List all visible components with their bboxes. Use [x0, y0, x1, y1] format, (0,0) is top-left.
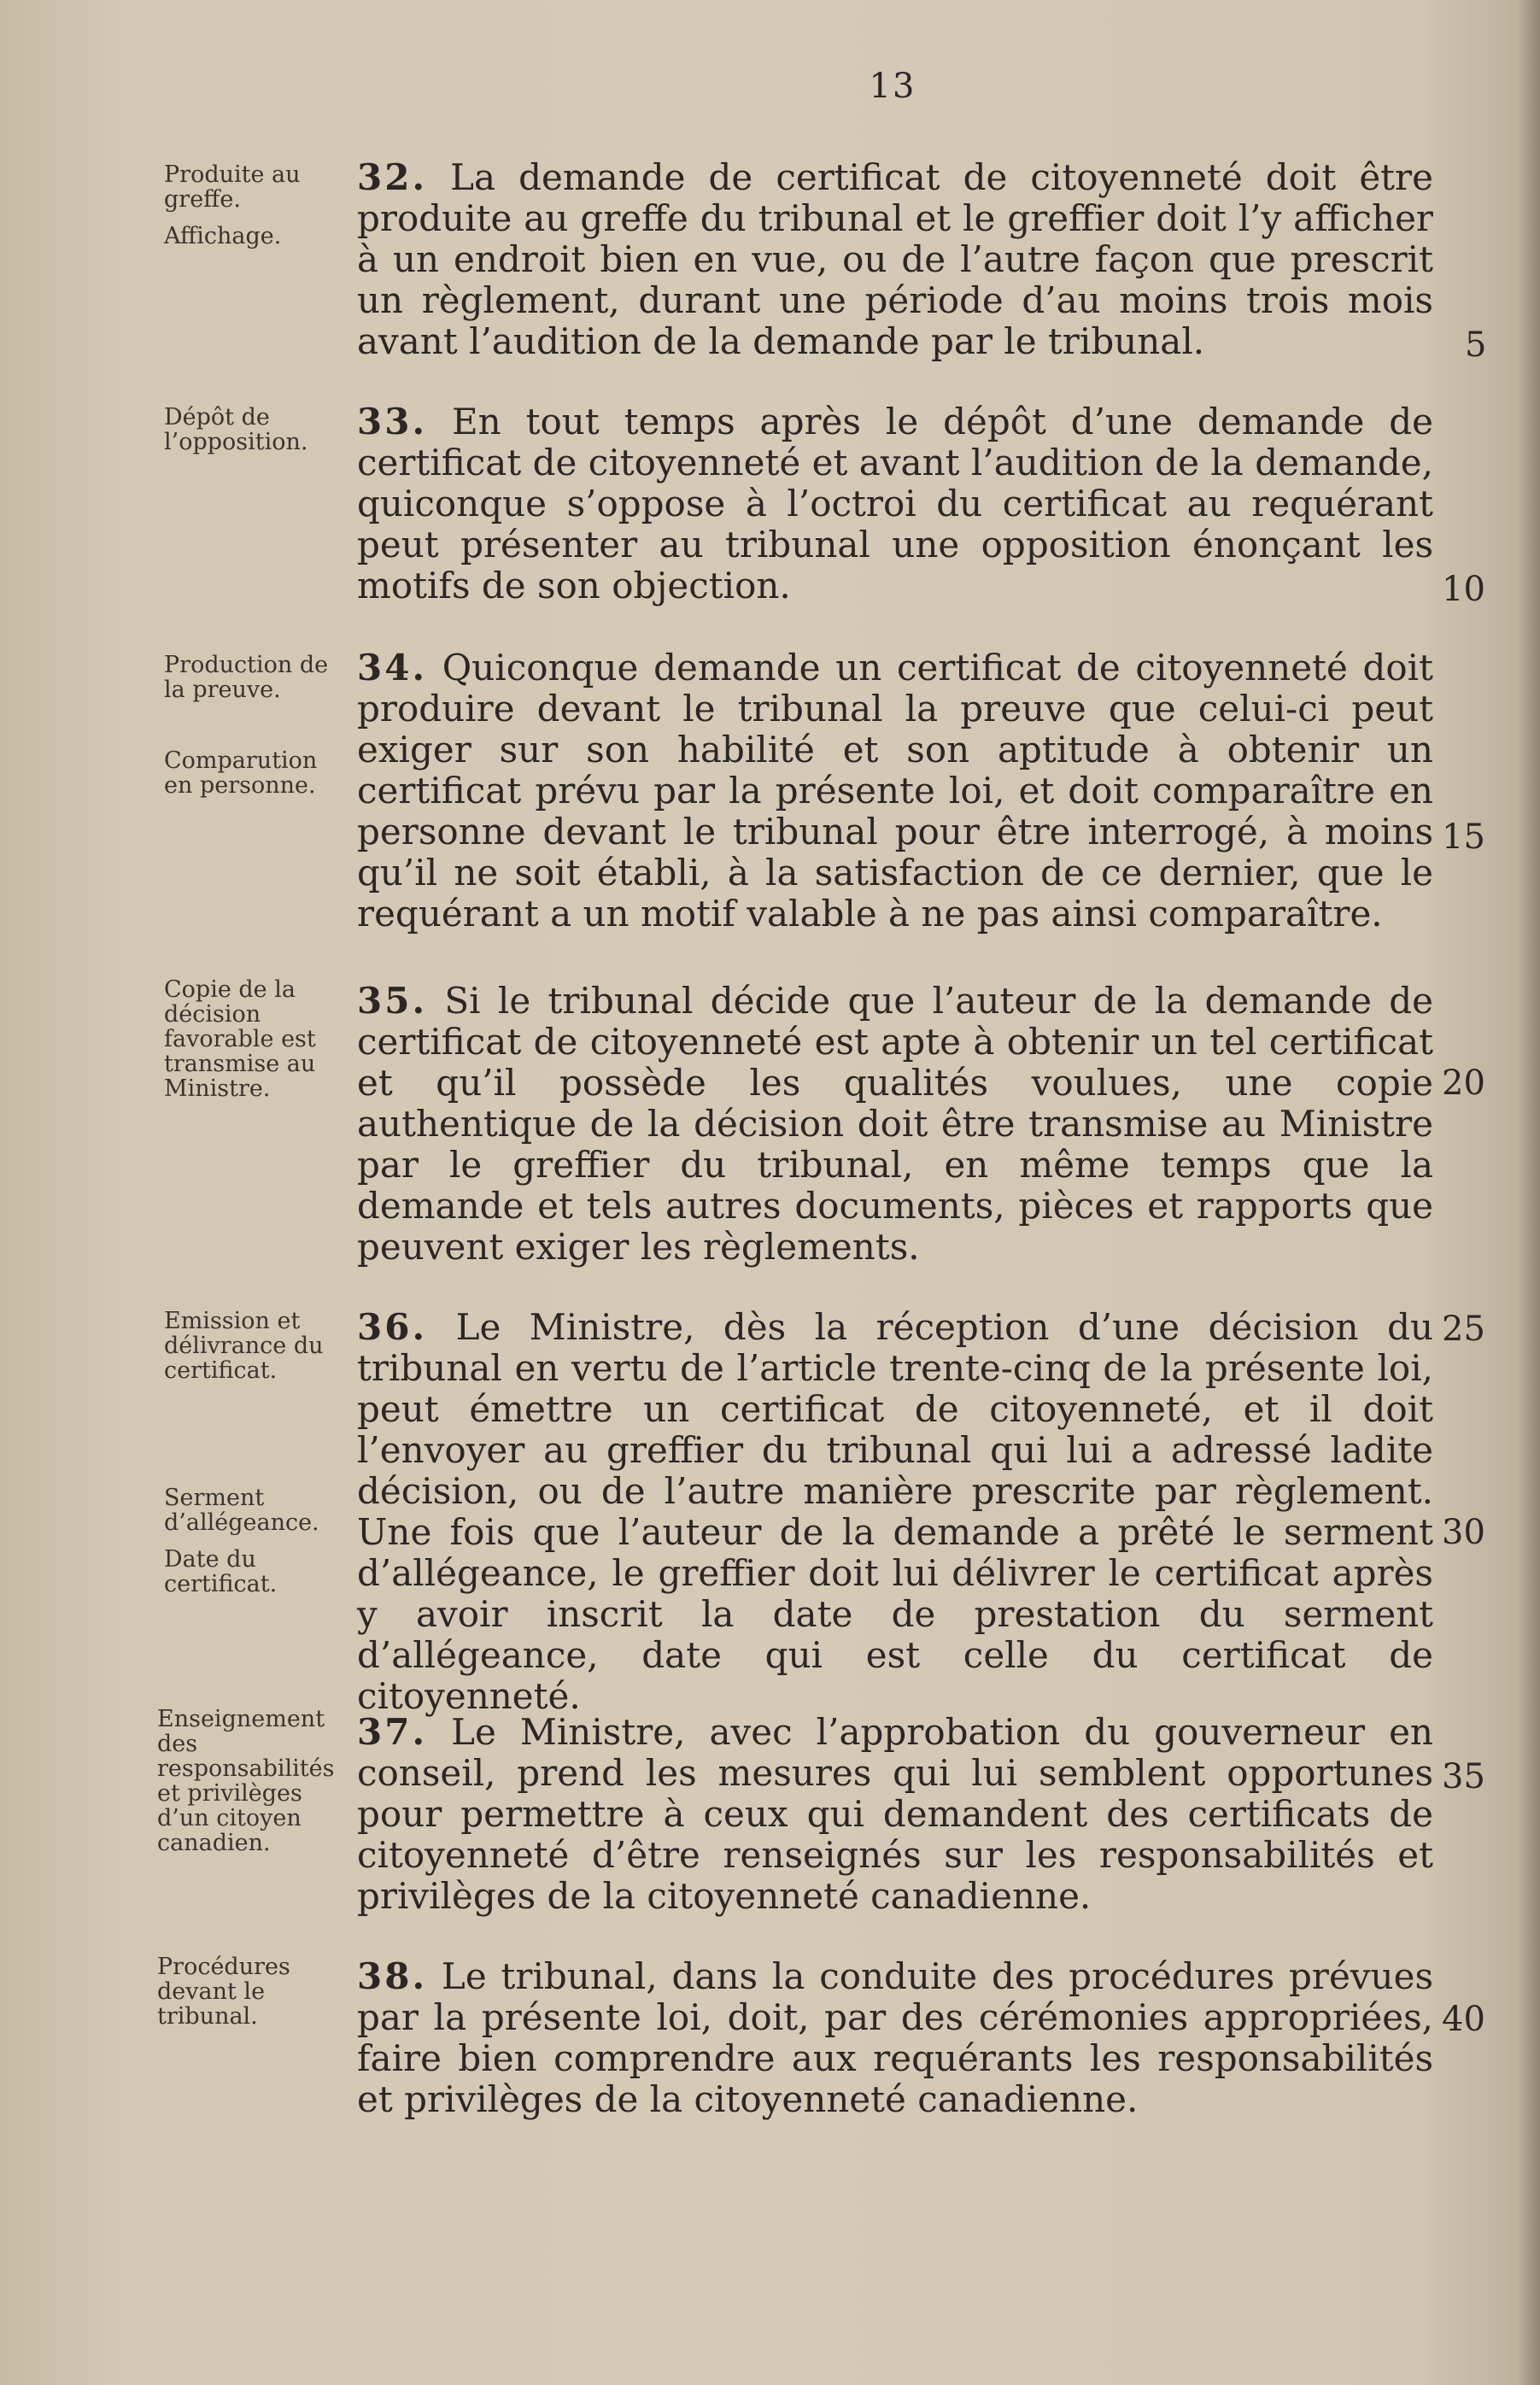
line-number: 35 — [1442, 1757, 1485, 1796]
margin-note: Dépôt de l’opposition. — [164, 404, 308, 455]
margin-notes — [164, 405, 343, 465]
section-text: La demande de certificat de citoyenneté doit être produite au greffe du tribunal et le greffier doit l’y afficher à un endroit bien en vue, ou de l’autre façon que prescrit un règlement, durant une période d’au moins trois mois avant l’audition de la demande par le tribunal. — [357, 156, 1433, 362]
section-body — [357, 648, 1433, 935]
section-body — [357, 1307, 1433, 1717]
line-number: 20 — [1442, 1064, 1485, 1103]
margin-note: Affichage. — [164, 223, 282, 249]
line-number: 15 — [1442, 817, 1485, 857]
line-number: 25 — [1442, 1310, 1485, 1349]
margin-notes — [164, 977, 343, 1111]
section-text: Si le tribunal décide que l’auteur de la demande de certificat de citoyenneté est apte à obtenir un tel certificat et qu’il possède les qualités voulues, une copie authentique de la décision doit être transmise au Ministre par le greffier du tribunal, en même temps que la demande et tels autres documents, pièces et rapports que peuvent exiger les règlements. — [357, 980, 1433, 1268]
margin-notes — [164, 653, 343, 808]
margin-notes — [164, 162, 343, 259]
margin-note: Copie de la décision favorable est transmise au Ministre. — [164, 976, 316, 1102]
section-text: Le tribunal, dans la conduite des procédures prévues par la présente loi, doit, par des cérémonies appropriées, faire bien comprendre aux requérants les responsabilités et privilèges de la citoyenneté canadienne. — [357, 1955, 1433, 2120]
section-number: 36. — [357, 1306, 428, 1348]
margin-note: Comparution en personne. — [164, 747, 318, 799]
margin-note: Emission et délivrance du certificat. — [164, 1308, 324, 1384]
section-text: Le Ministre, dès la réception d’une décision du tribunal en vertu de l’article trente-cinq de la présente loi, peut émettre un certificat de citoyenneté, et il doit l’envoyer au greffier du tribunal qui lui a adressé ladite décision, ou de l’autre manière prescrite par règlement. Une fois que l’auteur de la demande a prêté le serment d’allégeance, le greffier doit lui délivrer le certificat après y avoir inscrit la date de prestation du serment d’allégeance, date qui est celle du certificat de citoyenneté. — [357, 1306, 1434, 1717]
section-text: Le Ministre, avec l’approbation du gouverneur en conseil, prend les mesures qui lui semblent opportunes pour permettre à ceux qui demandent des certificats de citoyenneté d’être renseignés sur les responsabilités et privilèges de la citoyenneté canadienne. — [357, 1711, 1433, 1917]
margin-note: Production de la preuve. — [164, 652, 329, 703]
section-number: 38. — [357, 1955, 428, 1997]
margin-note: Serment d’allégeance. — [164, 1485, 319, 1536]
line-number: 5 — [1465, 325, 1487, 365]
section-body — [357, 1956, 1433, 2120]
section-number: 34. — [357, 647, 428, 689]
section-number: 37. — [357, 1711, 428, 1753]
section-text: Quiconque demande un certificat de citoyenneté doit produire devant le tribunal la preuve que celui-ci peut exiger sur son habilité et son aptitude à obtenir un certificat prévu par la présente loi, et doit comparaître en personne devant le tribunal pour être interrogé, à moins qu’il ne soit établi, à la satisfaction de ce dernier, que le requérant a un motif valable à ne pas ainsi comparaître. — [357, 647, 1433, 935]
section-number: 32. — [357, 156, 428, 198]
section-body — [357, 157, 1433, 362]
margin-notes — [157, 1954, 337, 2039]
margin-note: Produite au greffe. — [164, 161, 301, 213]
margin-note: Enseignement des responsabilités et privilèges d’un citoyen canadien. — [157, 1706, 335, 1856]
page-binding-shadow — [1518, 0, 1540, 2385]
margin-notes — [157, 1707, 345, 1866]
section-number: 35. — [357, 980, 428, 1022]
page-number: 13 — [869, 67, 916, 106]
line-number: 40 — [1442, 2000, 1485, 2039]
line-number: 30 — [1442, 1513, 1485, 1552]
line-number: 10 — [1442, 570, 1485, 609]
section-body — [357, 981, 1433, 1268]
section-number: 33. — [357, 401, 428, 442]
margin-note: Date du certificat. — [164, 1546, 278, 1597]
section-body — [357, 401, 1433, 607]
section-text: En tout temps après le dépôt d’une demande de certificat de citoyenneté et avant l’audition de la demande, quiconque s’oppose à l’octroi du certificat au requérant peut présenter au tribunal une opposition énonçant les motifs de son objection. — [357, 401, 1433, 607]
section-body — [357, 1712, 1433, 1917]
margin-note: Procédures devant le tribunal. — [157, 1954, 290, 2030]
margin-notes — [164, 1309, 343, 1607]
